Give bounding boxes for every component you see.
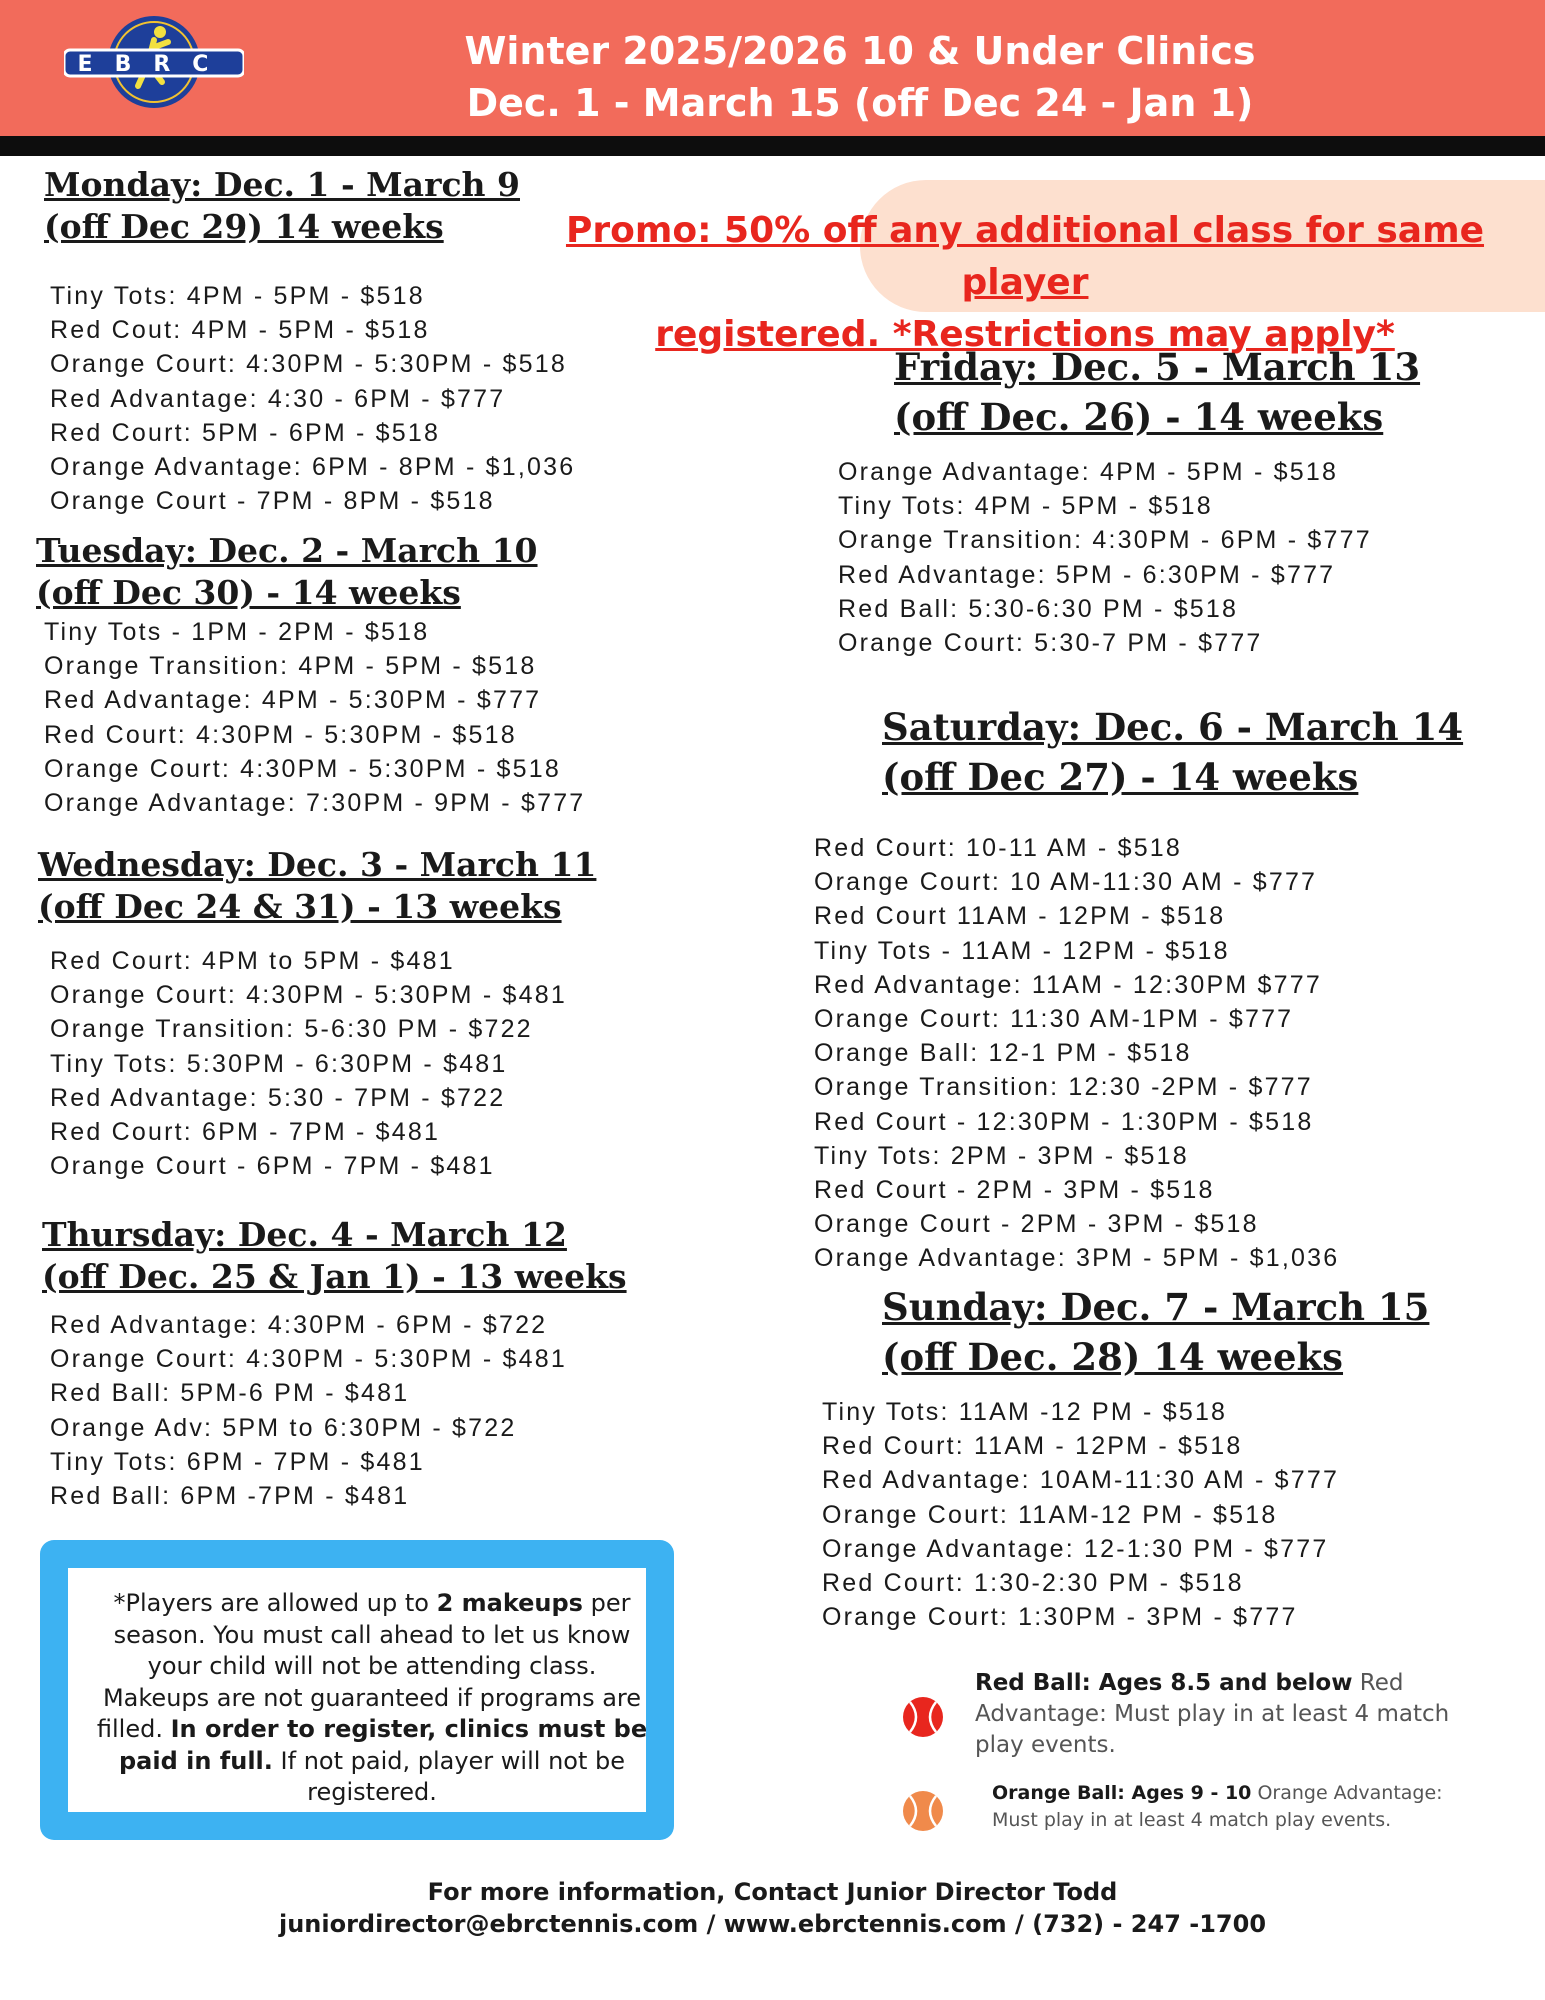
list-item: Red Cout: 4PM - 5PM - $518 xyxy=(50,316,430,345)
list-item: Tiny Tots: 4PM - 5PM - $518 xyxy=(838,492,1213,521)
orange-ball-icon xyxy=(902,1790,944,1832)
list-item: Orange Court: 4:30PM - 5:30PM - $518 xyxy=(44,754,561,783)
red-ball-legend xyxy=(975,1668,1495,1761)
list-item: Red Court: 6PM - 7PM - $481 xyxy=(50,1117,441,1146)
list-item: Orange Transition: 5-6:30 PM - $722 xyxy=(50,1015,533,1044)
tuesday-title: Tuesday: Dec. 2 - March 10 xyxy=(36,531,538,570)
list-item: Red Advantage: 10AM-11:30 AM - $777 xyxy=(822,1466,1340,1495)
tuesday-subtitle: (off Dec 30) - 14 weeks xyxy=(36,573,461,612)
friday-heading xyxy=(894,342,1420,442)
logo-lettering: EBRC xyxy=(77,52,231,77)
list-item: Orange Advantage: 6PM - 8PM - $1,036 xyxy=(50,452,576,481)
promo-line1: Promo: 50% off any additional class for same player xyxy=(565,210,1485,303)
list-item: Orange Court: 4:30PM - 5:30PM - $481 xyxy=(50,981,567,1010)
thursday-heading xyxy=(42,1214,627,1298)
promo-banner xyxy=(510,205,1540,361)
saturday-subtitle: (off Dec 27) - 14 weeks xyxy=(882,755,1359,799)
monday-slots xyxy=(50,279,575,518)
list-item: Orange Adv: 5PM to 6:30PM - $722 xyxy=(50,1413,517,1442)
list-item: Red Court: 5PM - 6PM - $518 xyxy=(50,418,441,447)
list-item: Red Court: 1:30-2:30 PM - $518 xyxy=(822,1568,1244,1597)
tuesday-heading xyxy=(36,530,538,614)
list-item: Orange Advantage: 4PM - 5PM - $518 xyxy=(838,458,1339,486)
list-item: Red Advantage: 5PM - 6:30PM - $777 xyxy=(838,560,1336,589)
red-ball-icon xyxy=(902,1696,944,1738)
list-item: Orange Court - 7PM - 8PM - $518 xyxy=(50,487,495,516)
wednesday-slots xyxy=(50,944,567,1183)
list-item: Red Court: 11AM - 12PM - $518 xyxy=(822,1432,1243,1461)
list-item: Red Advantage: 4:30 - 6PM - $777 xyxy=(50,384,506,413)
policy-text-part: If not paid, player will not be registered. xyxy=(272,1746,625,1806)
list-item: Orange Court - 6PM - 7PM - $481 xyxy=(50,1152,495,1181)
header-title-line2: Dec. 1 - March 15 (off Dec 24 - Jan 1) xyxy=(466,81,1254,125)
monday-heading xyxy=(44,164,520,248)
policy-text-part: per season. You must call ahead to let us know your child will not be attending class. Makeups are not guaranteed if programs are filled. xyxy=(96,1589,642,1743)
policy-bold-makeups: 2 makeups xyxy=(436,1589,583,1617)
sunday-slots xyxy=(822,1395,1339,1634)
promo-line2: registered. *Restrictions may apply* xyxy=(655,314,1395,355)
list-item: Red Advantage: 4:30PM - 6PM - $722 xyxy=(50,1311,548,1339)
list-item: Red Advantage: 5:30 - 7PM - $722 xyxy=(50,1083,506,1112)
list-item: Red Ball: 5PM-6 PM - $481 xyxy=(50,1379,410,1408)
makeup-policy-box xyxy=(40,1540,674,1840)
thursday-slots xyxy=(50,1308,567,1513)
list-item: Orange Transition: 12:30 -2PM - $777 xyxy=(814,1073,1313,1102)
red-ball-legend-title: Red Ball: Ages 8.5 and below xyxy=(975,1670,1353,1696)
list-item: Orange Court: 11:30 AM-1PM - $777 xyxy=(814,1004,1294,1033)
monday-title: Monday: Dec. 1 - March 9 xyxy=(44,165,520,204)
sunday-title: Sunday: Dec. 7 - March 15 xyxy=(882,1285,1430,1329)
wednesday-heading xyxy=(38,844,596,928)
friday-title: Friday: Dec. 5 - March 13 xyxy=(894,345,1421,389)
list-item: Red Court: 10-11 AM - $518 xyxy=(814,834,1183,862)
friday-subtitle: (off Dec. 26) - 14 weeks xyxy=(894,395,1384,439)
list-item: Orange Transition: 4:30PM - 6PM - $777 xyxy=(838,526,1372,555)
orange-ball-legend-title: Orange Ball: Ages 9 - 10 xyxy=(992,1782,1252,1804)
list-item: Red Ball: 5:30-6:30 PM - $518 xyxy=(838,594,1239,623)
list-item: Orange Court: 4:30PM - 5:30PM - $481 xyxy=(50,1345,567,1374)
list-item: Red Court: 4:30PM - 5:30PM - $518 xyxy=(44,720,517,749)
list-item: Orange Court - 2PM - 3PM - $518 xyxy=(814,1210,1259,1239)
list-item: Red Court - 2PM - 3PM - $518 xyxy=(814,1175,1215,1204)
friday-slots xyxy=(838,455,1372,660)
list-item: Orange Transition: 4PM - 5PM - $518 xyxy=(44,652,537,681)
saturday-heading xyxy=(882,702,1463,802)
wednesday-subtitle: (off Dec 24 & 31) - 13 weeks xyxy=(38,887,562,926)
list-item: Tiny Tots: 4PM - 5PM - $518 xyxy=(50,282,425,310)
footer-contact-line2: juniordirector@ebrctennis.com / www.ebrctennis.com / (732) - 247 -1700 xyxy=(278,1910,1267,1938)
saturday-title: Saturday: Dec. 6 - March 14 xyxy=(882,705,1464,749)
list-item: Tiny Tots: 5:30PM - 6:30PM - $481 xyxy=(50,1049,508,1078)
list-item: Red Ball: 6PM -7PM - $481 xyxy=(50,1481,410,1510)
list-item: Red Court 11AM - 12PM - $518 xyxy=(814,902,1226,931)
red-ball-legend-text: Red Advantage: Must play in at least 4 match play events. xyxy=(975,1670,1450,1758)
list-item: Orange Court: 4:30PM - 5:30PM - $518 xyxy=(50,350,567,379)
list-item: Red Court: 4PM to 5PM - $481 xyxy=(50,947,455,975)
header-banner xyxy=(0,0,1545,156)
orange-ball-legend-text: Orange Advantage: Must play in at least 4 match play events. xyxy=(992,1782,1443,1831)
wednesday-title: Wednesday: Dec. 3 - March 11 xyxy=(38,845,597,884)
list-item: Orange Advantage: 3PM - 5PM - $1,036 xyxy=(814,1244,1340,1273)
thursday-title: Thursday: Dec. 4 - March 12 xyxy=(42,1215,567,1254)
tuesday-slots xyxy=(44,615,585,820)
list-item: Orange Advantage: 7:30PM - 9PM - $777 xyxy=(44,788,586,817)
footer-contact-line1: For more information, Contact Junior Director Todd xyxy=(427,1878,1118,1906)
thursday-subtitle: (off Dec. 25 & Jan 1) - 13 weeks xyxy=(42,1257,627,1296)
list-item: Red Court - 12:30PM - 1:30PM - $518 xyxy=(814,1107,1314,1136)
list-item: Orange Court: 10 AM-11:30 AM - $777 xyxy=(814,868,1318,897)
list-item: Tiny Tots - 1PM - 2PM - $518 xyxy=(44,618,430,646)
list-item: Orange Court: 5:30-7 PM - $777 xyxy=(838,628,1263,657)
list-item: Orange Court: 1:30PM - 3PM - $777 xyxy=(822,1603,1298,1632)
sunday-subtitle: (off Dec. 28) 14 weeks xyxy=(882,1335,1344,1379)
list-item: Tiny Tots: 6PM - 7PM - $481 xyxy=(50,1447,425,1476)
makeup-policy-text xyxy=(92,1588,652,1809)
list-item: Red Advantage: 4PM - 5:30PM - $777 xyxy=(44,686,542,715)
list-item: Tiny Tots: 11AM -12 PM - $518 xyxy=(822,1398,1228,1426)
sunday-heading xyxy=(882,1282,1429,1382)
header-title-line1: Winter 2025/2026 10 & Under Clinics xyxy=(464,29,1256,73)
orange-ball-legend xyxy=(992,1780,1492,1834)
policy-text-part: *Players are allowed up to xyxy=(113,1589,437,1617)
ebrc-logo-icon xyxy=(64,12,244,124)
list-item: Orange Ball: 12-1 PM - $518 xyxy=(814,1039,1192,1068)
list-item: Orange Court: 11AM-12 PM - $518 xyxy=(822,1500,1278,1529)
saturday-slots xyxy=(814,831,1339,1275)
list-item: Red Advantage: 11AM - 12:30PM $777 xyxy=(814,970,1322,999)
policy-bold-register: In order to register, clinics must be paid in full. xyxy=(119,1715,648,1775)
list-item: Tiny Tots - 11AM - 12PM - $518 xyxy=(814,936,1230,965)
monday-subtitle: (off Dec 29) 14 weeks xyxy=(44,207,444,246)
list-item: Tiny Tots: 2PM - 3PM - $518 xyxy=(814,1141,1189,1170)
list-item: Orange Advantage: 12-1:30 PM - $777 xyxy=(822,1534,1329,1563)
